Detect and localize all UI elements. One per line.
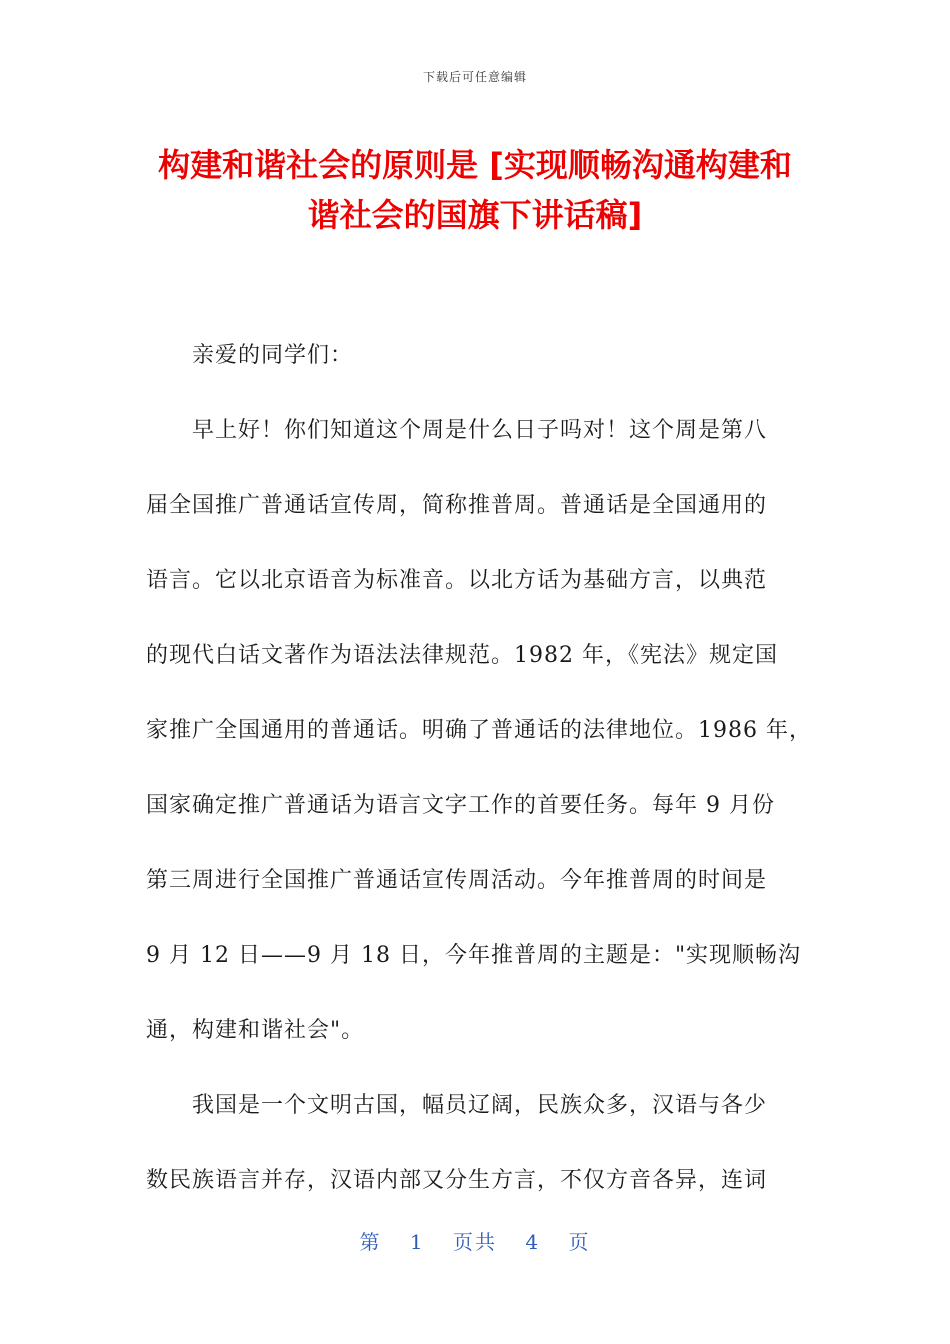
- footer-prefix: 第: [359, 1230, 382, 1254]
- paragraph-line: 9 月 12 日——9 月 18 日，今年推普周的主题是："实现顺畅沟: [146, 943, 802, 968]
- paragraph-line: 届全国推广普通话宣传周，简称推普周。普通话是全国通用的: [146, 493, 768, 518]
- greeting-line: 亲爱的同学们：: [192, 343, 354, 368]
- header-note: 下载后可任意编辑: [422, 70, 527, 84]
- paragraph-line: 的现代白话文著作为语法法律规范。1982 年，《宪法》规定国: [146, 643, 778, 668]
- document-body: [146, 318, 810, 1218]
- paragraph-line: 家推广全国通用的普通话。明确了普通话的法律地位。1986 年，: [146, 718, 812, 743]
- current-page-number: 1: [409, 1230, 425, 1254]
- document-title: [120, 140, 830, 240]
- paragraph-line: 语言。它以北京语音为标准音。以北方话为基础方言，以典范: [146, 568, 768, 593]
- paragraph-line: 第三周进行全国推广普通话宣传周活动。今年推普周的时间是: [146, 868, 768, 893]
- title-line-1: 构建和谐社会的原则是 [实现顺畅沟通构建和: [158, 146, 792, 184]
- page-footer: [0, 1226, 950, 1255]
- paragraph-line: 早上好！你们知道这个周是什么日子吗对！这个周是第八: [192, 418, 768, 443]
- paragraph-line: 国家确定推广普通话为语言文字工作的首要任务。每年 9 月份: [146, 793, 775, 818]
- footer-suffix: 页: [568, 1230, 591, 1254]
- total-page-count: 4: [525, 1230, 541, 1254]
- paragraph-line: 我国是一个文明古国，幅员辽阔，民族众多，汉语与各少: [192, 1093, 768, 1118]
- paragraph-line: 通，构建和谐社会"。: [146, 1018, 365, 1043]
- paragraph-line: 数民族语言并存，汉语内部又分生方言，不仅方音各异，连词: [146, 1168, 768, 1193]
- footer-middle: 页共: [453, 1230, 497, 1254]
- title-line-2: 谐社会的国旗下讲话稿]: [307, 196, 643, 234]
